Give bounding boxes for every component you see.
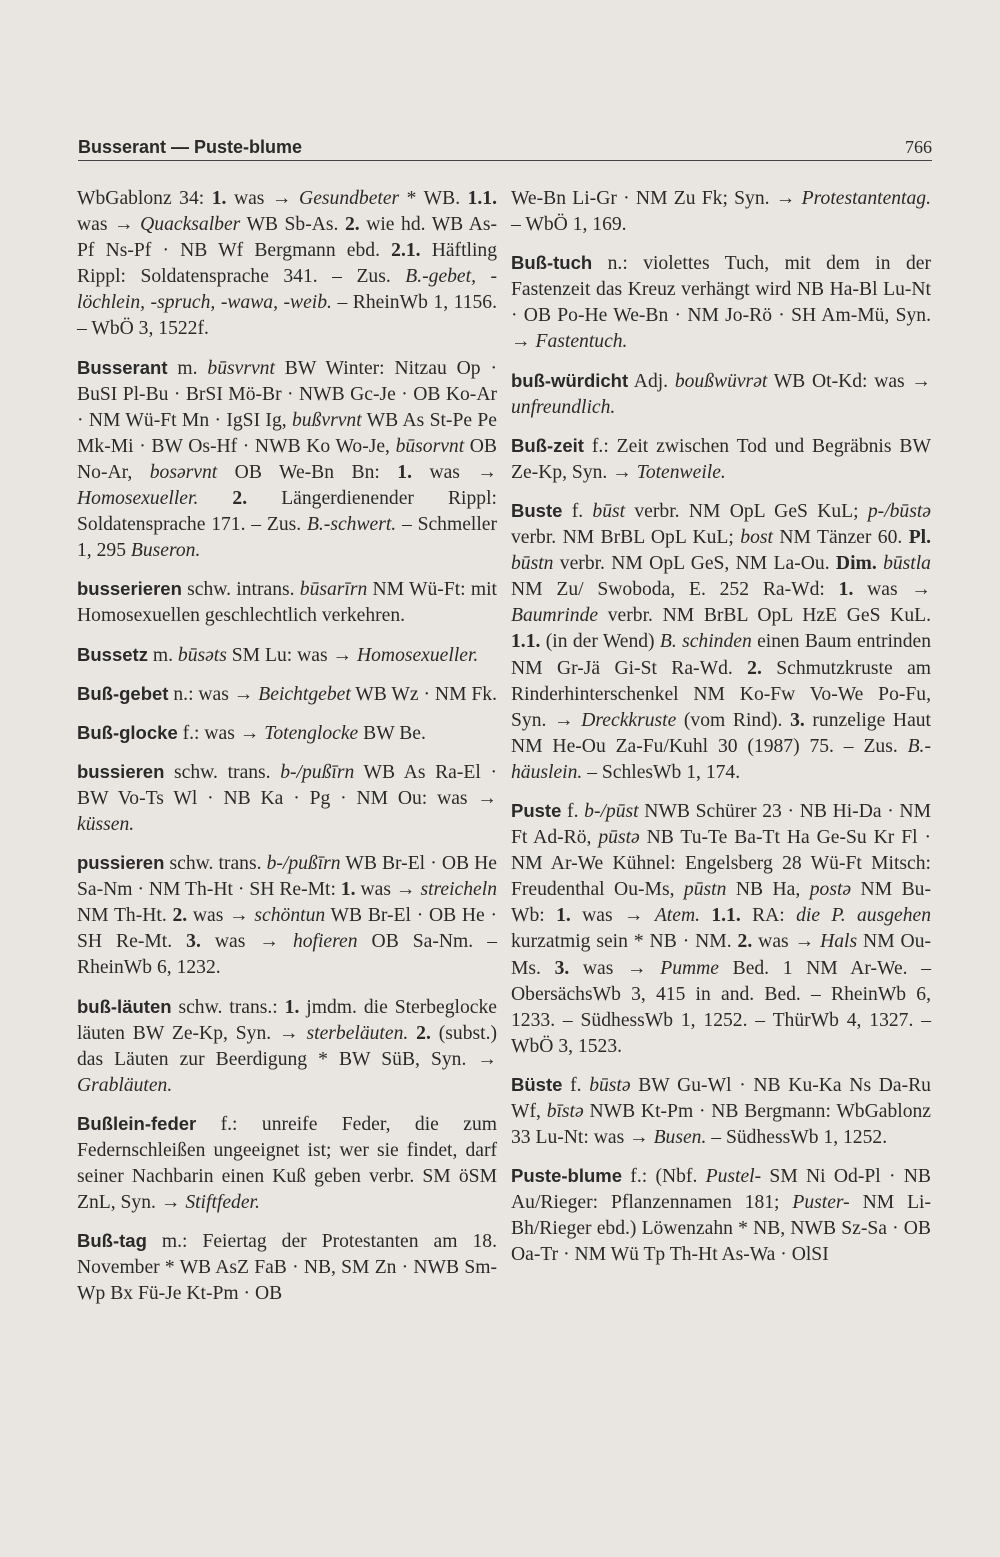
- page-number: 766: [905, 137, 932, 157]
- dictionary-entry-busserieren: busserieren schw. intrans. būsarīrn NM Wü-Ft: mit Homosexuellen geschlechtlich verkehren.: [77, 578, 497, 627]
- running-header: [78, 134, 932, 161]
- dictionary-entry-buss-laeuten: buß-läuten schw. trans.: 1. jmdm. die Sterbeglocke läuten BW Ze-Kp, Syn. → sterbeläuten. 2. (subst.) das Läuten zur Beerdigung * BW SüB, Syn. → Grabläuten.: [77, 995, 497, 1096]
- dictionary-entry-bueste: Büste f. būstə BW Gu-Wl · NB Ku-Ka Ns Da-Ru Wf, bīstə NWB Kt-Pm · NB Bergmann: WbGablonz 33 Lu-Nt: was → Busen. – SüdhessWb 1, 1252.: [511, 1073, 931, 1149]
- dictionary-entry-bussetz: Bussetz m. būsəts SM Lu: was → Homosexueller.: [77, 643, 479, 666]
- dictionary-entry-buss-tuch: Buß-tuch n.: violettes Tuch, mit dem in der Fastenzeit das Kreuz verhängt wird NB Ha-Bl Lu-Nt · OB Po-He We-Bn · NM Jo-Rö · SH Am-Mü, Syn. → Fastentuch.: [511, 252, 931, 353]
- running-title: Busserant — Puste-blume: [78, 137, 303, 157]
- dictionary-entry-cont-top: WbGablonz 34: 1. was → Gesundbeter * WB. 1.1. was → Quacksalber WB Sb-As. 2. wie hd. WB As-Pf Ns-Pf · NB Wf Bergmann ebd. 2.1. Häftling Rippl: Soldatensprache 341. – Zus. B.-gebet, -löchlein, -spruch, -wawa, -weib. – RheinWb 1, 1156. – WbÖ 3, 1522f.: [77, 188, 498, 340]
- dictionary-entry-buss-wuerdicht: buß-würdicht Adj. boußwüvrət WB Ot-Kd: was → unfreundlich.: [511, 369, 931, 418]
- right-column: [511, 186, 931, 1281]
- left-column: [77, 186, 497, 1320]
- dictionary-entry-busserant: Busserant m. būsvrvnt BW Winter: Nitzau Op · BuSI Pl-Bu · BrSI Mö-Br · NWB Gc-Je · OB Ko-Ar · NM Wü-Ft Mn · IgSI Ig, bußvrvnt WB As St-Pe Pe Mk-Mi · BW Os-Hf · NWB Ko Wo-Je, būsorvnt OB No-Ar, bosərvnt OB We-Bn Bn: 1. was → Homosexueller. 2. Längerdienender Rippl: Soldatensprache 171. – Zus. B.-schwert. – Schmeller 1, 295 Buseron.: [77, 356, 497, 562]
- dictionary-entry-busslein-feder: Bußlein-feder f.: unreife Feder, die zum Federnschleißen ungeeignet ist; wer sie findet, darf seiner Nachbarin einen Kuß geben verbr. SM öSM ZnL, Syn. → Stiftfeder.: [77, 1112, 497, 1214]
- dictionary-entry-buss-tag: Buß-tag m.: Feiertag der Protestanten am 18. November * WB AsZ FaB · NB, SM Zn · NWB Sm-Wp Bx Fü-Je Kt-Pm · OB: [77, 1230, 497, 1305]
- dictionary-entry-buss-glocke: Buß-glocke f.: was → Totenglocke BW Be.: [77, 721, 426, 744]
- dictionary-entry-buss-gebet: Buß-gebet n.: was → Beichtgebet WB Wz · NM Fk.: [77, 682, 497, 705]
- dictionary-entry-buss-zeit: Buß-zeit f.: Zeit zwischen Tod und Begräbnis BW Ze-Kp, Syn. → Totenweile.: [511, 434, 931, 483]
- dictionary-entry-cont-buss-tag: We-Bn Li-Gr · NM Zu Fk; Syn. → Protestantentag. – WbÖ 1, 169.: [511, 188, 931, 236]
- dictionary-entry-puste-blume: Puste-blume f.: (Nbf. Pustel- SM Ni Od-Pl · NB Au/Rieger: Pflanzennamen 181; Puster- NM Li-Bh/Rieger ebd.) Löwenzahn * NB, NWB Sz-Sa · OB Oa-Tr · NM Wü Tp Th-Ht As-Wa · OlSI: [511, 1165, 931, 1266]
- dictionary-entry-buste: Buste f. būst verbr. NM OpL GeS KuL; p-/būstə verbr. NM BrBL OpL KuL; bost NM Tänzer 60. Pl. būstn verbr. NM OpL GeS, NM La-Ou. Dim. būstla NM Zu/ Swoboda, E. 252 Ra-Wd: 1. was → Baumrinde verbr. NM BrBL OpL HzE GeS KuL. 1.1. (in der Wend) B. schinden einen Baum entrinden NM Gr-Jä Gi-St Ra-Wd. 2. Schmutzkruste am Rinderhinterschenkel NM Ko-Fw Vo-We Po-Fu, Syn. → Dreckkruste (vom Rind). 3. runzelige Haut NM He-Ou Za-Fu/Kuhl 30 (1987) 75. – Zus. B.-häuslein. – SchlesWb 1, 174.: [511, 499, 932, 783]
- dictionary-entry-puste: Puste f. b-/pūst NWB Schürer 23 · NB Hi-Da · NM Ft Ad-Rö, pūstə NB Tu-Te Ba-Tt Ha Ge-Su Kr Fl · NM Ar-We Kühnel: Engelsberg 28 Wü-Ft Mitsch: Freudenthal Ou-Ms, pūstn NB Ha, postə NM Bu-Wb: 1. was → Atem. 1.1. RA: die P. ausgehen kurzatmig sein * NB · NM. 2. was → Hals NM Ou-Ms. 3. was → Pumme Bed. 1 NM Ar-We. – ObersächsWb 3, 415 in and. Bed. – RheinWb 6, 1233. – SüdhessWb 1, 1252. – ThürWb 4, 1327. – WbÖ 3, 1523.: [511, 799, 932, 1057]
- dictionary-entry-pussieren: pussieren schw. trans. b-/pußīrn WB Br-El · OB He Sa-Nm · NM Th-Ht · SH Re-Mt: 1. was → streicheln NM Th-Ht. 2. was → schöntun WB Br-El · OB He · SH Re-Mt. 3. was → hofieren OB Sa-Nm. – RheinWb 6, 1232.: [77, 852, 497, 979]
- dictionary-entry-bussieren: bussieren schw. trans. b-/pußīrn WB As Ra-El · BW Vo-Ts Wl · NB Ka · Pg · NM Ou: was → küssen.: [77, 760, 497, 835]
